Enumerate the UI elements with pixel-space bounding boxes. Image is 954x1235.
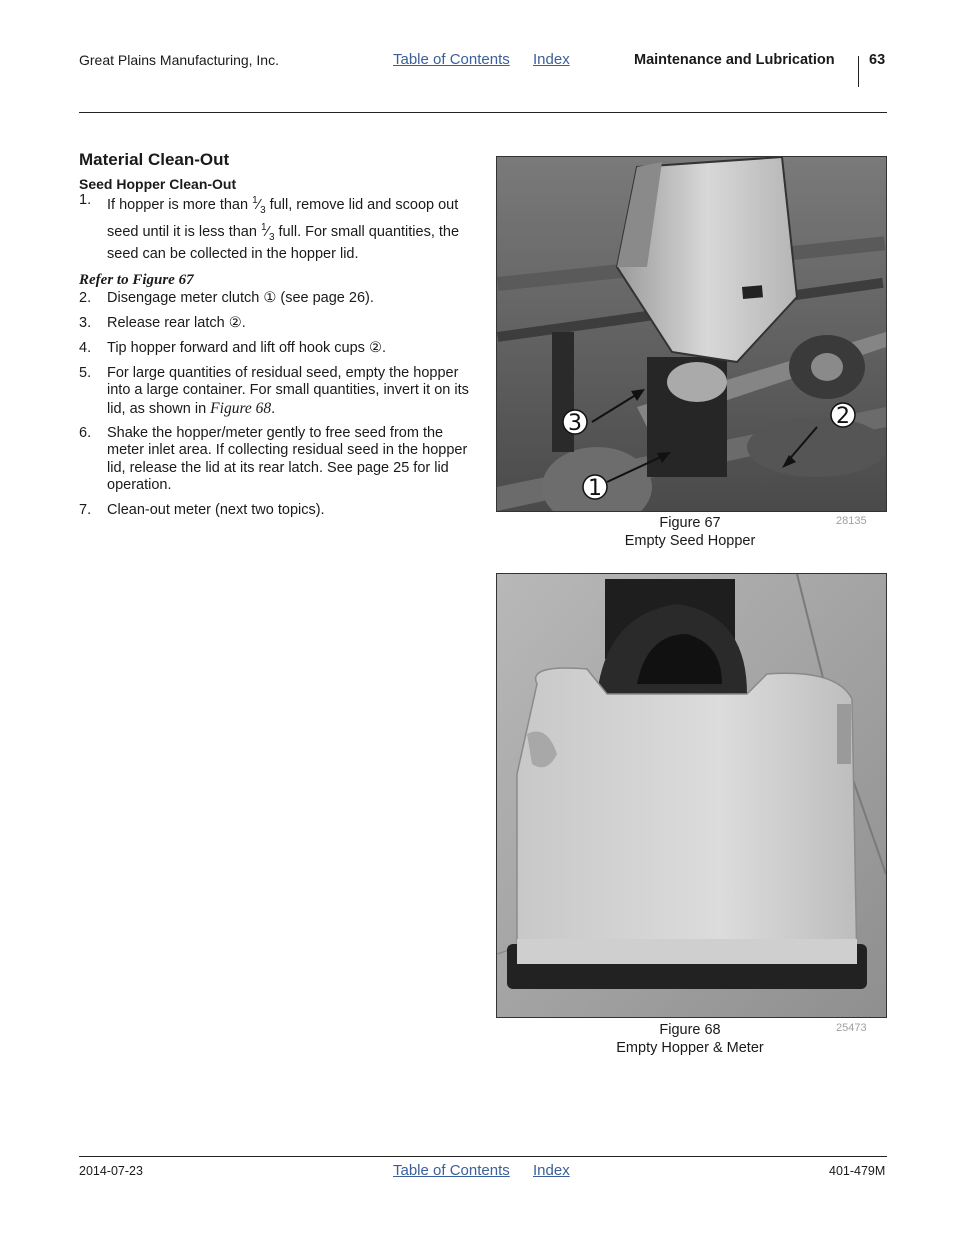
svg-text:1: 1 <box>588 476 602 501</box>
figure-reference: Refer to Figure 67 <box>79 271 194 288</box>
figure-68-caption <box>560 1021 820 1057</box>
company-name: Great Plains Manufacturing, Inc. <box>79 52 279 68</box>
fraction-one-third: $^1⁄_3$ <box>252 195 266 216</box>
step-6: 6. Shake the hopper/meter gently to free seed from the meter inlet area. If collecting residual seed in the hopper lid, release the lid at its rear latch. See page 25 for lid operation. <box>79 424 468 494</box>
step-2: 2. Disengage meter clutch ① (see page 26). <box>79 289 374 306</box>
svg-text:3: 3 <box>568 411 582 436</box>
figure-68-reference: Figure 68 <box>210 399 272 417</box>
step-5: 5. For large quantities of residual seed, empty the hopper into a large container. For small quantities, invert it on its lid, as shown in Figure 68. <box>79 364 469 417</box>
header-rule <box>79 112 887 113</box>
footer-date: 2014-07-23 <box>79 1164 143 1178</box>
figure-68-label: Figure 68 <box>659 1022 721 1038</box>
page-number: 63 <box>869 52 886 68</box>
steps-list-continued <box>79 290 474 520</box>
figure-67-photo-id: 28135 <box>836 515 867 527</box>
instructions-column <box>79 150 474 520</box>
fraction-one-third: $^1⁄_3$ <box>260 222 275 243</box>
footer-toc-link[interactable]: Table of Contents <box>393 1162 510 1179</box>
sub-heading: Seed Hopper Clean-Out <box>79 176 237 192</box>
footer-rule <box>79 1156 887 1157</box>
section-heading: Material Clean-Out <box>79 150 230 169</box>
svg-text:2: 2 <box>836 404 850 429</box>
figure-68-title: Empty Hopper & Meter <box>616 1040 764 1056</box>
seed-hopper-photo-illustration <box>497 157 886 511</box>
step-1: 1. If hopper is more than $^1⁄_3$ full, remove lid and scoop out seed until it is less than $^1⁄_3$ full. For small quantities, the seed can be collected in the hopper lid. <box>79 192 460 263</box>
steps-list <box>79 192 474 264</box>
header-divider <box>858 56 859 87</box>
figure-67-label: Figure 67 <box>659 515 721 531</box>
figure-68-photo <box>496 573 887 1018</box>
inverted-hopper-photo-illustration <box>497 574 886 1017</box>
step-7: 7. Clean-out meter (next two topics). <box>79 502 325 519</box>
figure-67-caption <box>560 514 820 550</box>
header-index-link[interactable]: Index <box>533 51 570 68</box>
figure-67-title: Empty Seed Hopper <box>624 533 756 549</box>
footer-doc-number: 401-479M <box>829 1164 886 1178</box>
footer-index-link[interactable]: Index <box>533 1162 570 1179</box>
section-title: Maintenance and Lubrication <box>634 52 835 68</box>
figure-68-photo-id: 25473 <box>836 1022 867 1034</box>
step-3: 3. Release rear latch ②. <box>79 314 246 331</box>
header-toc-link[interactable]: Table of Contents <box>393 51 510 68</box>
step-4: 4. Tip hopper forward and lift off hook cups ②. <box>79 339 386 356</box>
figure-67-photo <box>496 156 887 512</box>
